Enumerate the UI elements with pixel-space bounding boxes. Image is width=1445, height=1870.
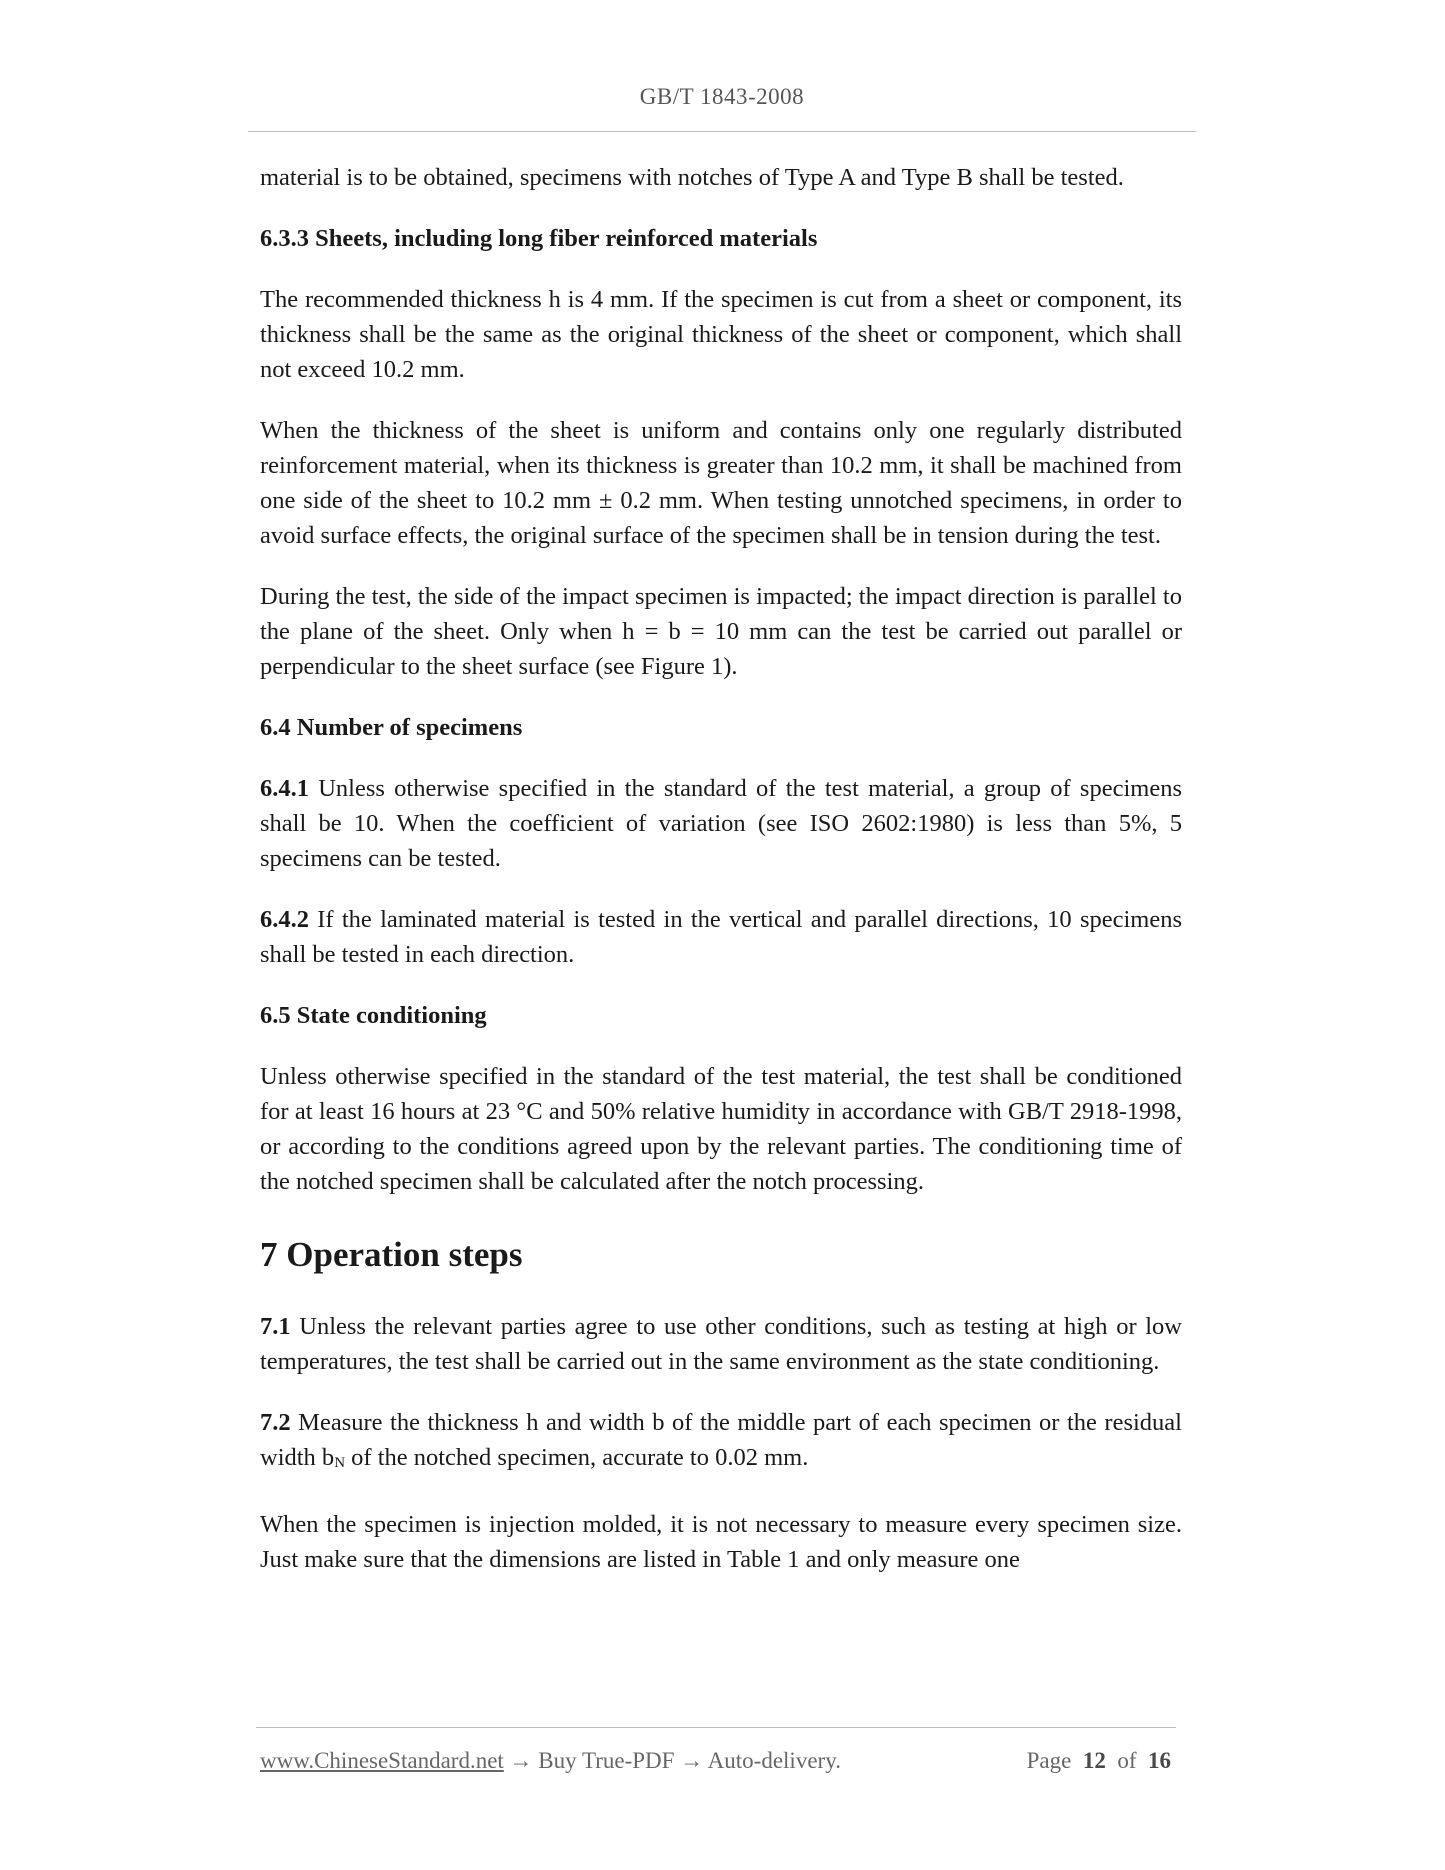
page-label: Page	[1026, 1748, 1072, 1773]
section-heading-6-5: 6.5 State conditioning	[260, 1002, 487, 1029]
clause-text-end: of the notched specimen, accurate to 0.02 mm.	[345, 1444, 809, 1471]
paragraph-continuation: material is to be obtained, specimens with notches of Type A and Type B shall be tested.	[260, 164, 1124, 191]
clause-number: 6.4.1	[260, 775, 309, 802]
clause-text: Unless otherwise specified in the standard of the test material, a group of specimens shall be 10. When the coefficient of variation (see ISO 2602:1980) is less than 5%, 5 specimens can be tested.	[260, 775, 1182, 872]
page-total: 16	[1148, 1748, 1171, 1773]
page-number: 12	[1082, 1748, 1106, 1773]
of-label: of	[1117, 1748, 1137, 1773]
clause-6-4-1	[260, 771, 1182, 876]
clause-number: 7.1	[260, 1313, 291, 1340]
page-indicator	[1027, 1748, 1171, 1774]
page-header: GB/T 1843-2008	[639, 84, 805, 109]
header-divider	[248, 131, 1196, 132]
site-link[interactable]: www.ChineseStandard.net	[260, 1748, 504, 1773]
document-body	[260, 160, 1182, 1603]
clause-text: If the laminated material is tested in the vertical and parallel directions, 10 specimens shall be tested in each direction.	[260, 906, 1182, 968]
clause-text: Measure the thickness h and width b of the middle part of each specimen or the residual width b	[260, 1409, 1182, 1471]
buy-pdf-text: Buy True-PDF	[538, 1748, 675, 1773]
auto-delivery-text: Auto-delivery.	[707, 1748, 841, 1773]
clause-7-1	[260, 1309, 1182, 1379]
clause-7-2	[260, 1405, 1182, 1481]
subscript-n: N	[334, 1455, 346, 1471]
clause-6-4-2	[260, 902, 1182, 972]
paragraph-conditioning: Unless otherwise specified in the standard of the test material, the test shall be conditioned for at least 16 hours at 23 °C and 50% relative humidity in accordance with GB/T 2918-1998, or according to the conditions agreed upon by the relevant parties. The conditioning time of the notched specimen shall be calculated after the notch processing.	[260, 1063, 1182, 1195]
section-heading-6-3-3: 6.3.3 Sheets, including long fiber reinforced materials	[260, 225, 818, 252]
footer-promo	[260, 1748, 841, 1774]
arrow-right-icon: →	[674, 1748, 708, 1773]
paragraph-uniform-sheet: When the thickness of the sheet is uniform and contains only one regularly distributed reinforcement material, when its thickness is greater than 10.2 mm, it shall be machined from one side of the sheet to 10.2 mm ± 0.2 mm. When testing unnotched specimens, in order to avoid surface effects, the original surface of the specimen shall be in tension during the test.	[260, 417, 1182, 549]
clause-number: 7.2	[260, 1409, 291, 1436]
arrow-right-icon: →	[503, 1748, 539, 1773]
footer-divider	[256, 1727, 1176, 1728]
paragraph-impact-direction: During the test, the side of the impact specimen is impacted; the impact direction is parallel to the plane of the sheet. Only when h = b = 10 mm can the test be carried out parallel or perpendicular to the sheet surface (see Figure 1).	[260, 583, 1182, 680]
clause-number: 6.4.2	[260, 906, 309, 933]
paragraph-thickness: The recommended thickness h is 4 mm. If the specimen is cut from a sheet or component, its thickness shall be the same as the original thickness of the sheet or component, which shall not exceed 10.2 mm.	[260, 286, 1182, 383]
section-heading-6-4: 6.4 Number of specimens	[260, 714, 523, 741]
chapter-heading-7: 7 Operation steps	[260, 1235, 523, 1274]
clause-text: Unless the relevant parties agree to use other conditions, such as testing at high or low temperatures, the test shall be carried out in the same environment as the state conditioning.	[260, 1313, 1182, 1375]
paragraph-injection-molded: When the specimen is injection molded, it is not necessary to measure every specimen size. Just make sure that the dimensions are listed in Table 1 and only measure one	[260, 1511, 1182, 1573]
